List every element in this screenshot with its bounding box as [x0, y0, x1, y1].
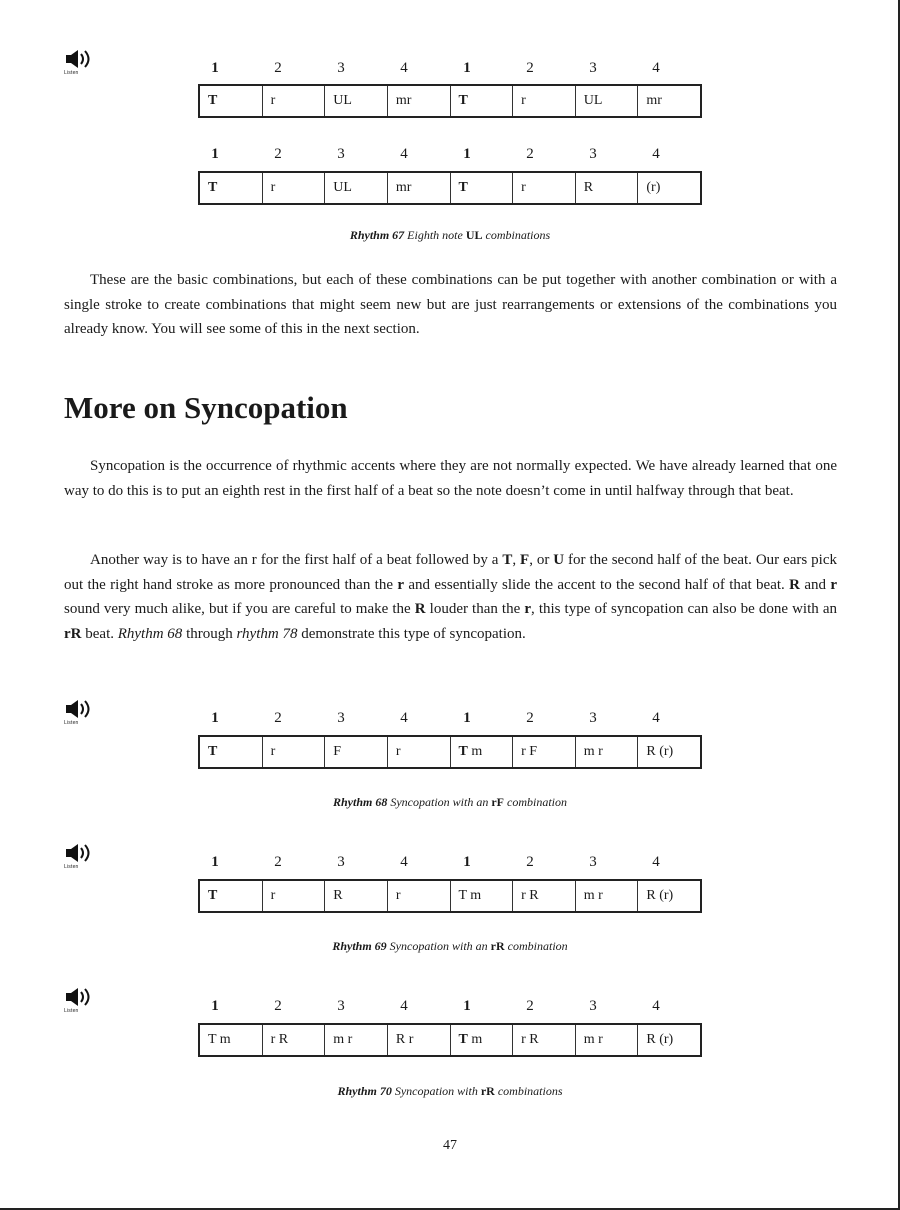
body-paragraph: These are the basic combinations, but each of these combinations can be put together with another combination or with a single stroke to create combinations that might seem new but are just rearrangements or extensions of the combinations you already know. You will see some of this in the next section. — [64, 272, 837, 338]
stroke-cell: UL — [324, 86, 387, 116]
stroke-cell: r — [262, 173, 325, 203]
beat-number: 3 — [337, 146, 345, 162]
stroke-cell: R — [324, 881, 387, 911]
stroke-cell: r — [262, 86, 325, 116]
beat-number: 4 — [652, 710, 660, 726]
beat-number: 4 — [400, 60, 408, 76]
beat-number: 2 — [274, 998, 282, 1014]
beat-numbers — [198, 146, 702, 168]
stroke-cell: r R — [512, 1025, 575, 1055]
beat-number: 1 — [211, 854, 219, 870]
body-paragraph: Another way is to have an r for the first half of a beat followed by a T, F, or U for the second half of the beat. Our ears pick out the right hand stroke as more pronounced than the r and essentially slide the accent to the second half of that beat. R and r sound very much alike, but if you are careful to make the R louder than the r, this type of syncopation can also be done with an rR beat. Rhythm 68 through rhythm 78 demonstrate this type of syncopation. — [64, 552, 837, 642]
stroke-cell: T m — [450, 881, 513, 911]
beat-number: 4 — [400, 854, 408, 870]
beat-numbers — [198, 854, 702, 876]
beat-number: 4 — [652, 854, 660, 870]
stroke-cell: T — [208, 888, 218, 903]
beat-number: 2 — [526, 60, 534, 76]
stroke-cell: mr — [387, 86, 450, 116]
figure-caption: Rhythm 69 Syncopation with an rR combination — [332, 939, 568, 953]
stroke-cell: r — [262, 881, 325, 911]
beat-number: 1 — [211, 710, 219, 726]
beat-number: 2 — [526, 146, 534, 162]
beat-number: 1 — [463, 854, 471, 870]
section-heading: More on Syncopation — [64, 390, 348, 425]
stroke-cell: mr — [637, 86, 700, 116]
beat-number: 1 — [463, 998, 471, 1014]
stroke-cell: r — [262, 737, 325, 767]
stroke-cell: T m — [450, 1025, 513, 1055]
beat-number: 4 — [652, 146, 660, 162]
stroke-cell: T — [208, 93, 218, 108]
beat-number: 4 — [652, 60, 660, 76]
stroke-cell: (r) — [637, 173, 700, 203]
rhythm-grid — [198, 1023, 702, 1057]
beat-number: 2 — [274, 146, 282, 162]
beat-number: 4 — [400, 710, 408, 726]
stroke-cell: T — [208, 180, 218, 195]
figure-caption: Rhythm 68 Syncopation with an rF combination — [332, 795, 567, 809]
stroke-cell: r — [512, 173, 575, 203]
beat-number: 2 — [274, 710, 282, 726]
stroke-cell: T — [450, 173, 513, 203]
stroke-cell: T m — [208, 1032, 231, 1047]
beat-number: 1 — [463, 710, 471, 726]
stroke-cell: m r — [575, 881, 638, 911]
figure-caption: Rhythm 70 Syncopation with rR combinations — [337, 1084, 563, 1098]
beat-numbers — [198, 710, 702, 732]
page-number: 47 — [443, 1138, 457, 1153]
stroke-cell: R (r) — [637, 1025, 700, 1055]
stroke-cell: r R — [512, 881, 575, 911]
beat-number: 3 — [337, 710, 345, 726]
beat-number: 2 — [274, 60, 282, 76]
beat-number: 1 — [211, 998, 219, 1014]
beat-number: 2 — [526, 710, 534, 726]
beat-number: 1 — [211, 146, 219, 162]
stroke-cell: m r — [575, 737, 638, 767]
beat-number: 3 — [589, 710, 597, 726]
rhythm-grid — [198, 84, 702, 118]
stroke-cell: R r — [387, 1025, 450, 1055]
rhythm-grid — [198, 171, 702, 205]
beat-number: 1 — [211, 60, 219, 76]
stroke-cell: r — [512, 86, 575, 116]
stroke-cell: r — [387, 737, 450, 767]
beat-number: 1 — [463, 146, 471, 162]
beat-number: 4 — [652, 998, 660, 1014]
beat-number: 2 — [526, 854, 534, 870]
beat-number: 3 — [589, 146, 597, 162]
stroke-cell: r R — [262, 1025, 325, 1055]
beat-number: 3 — [589, 60, 597, 76]
beat-number: 3 — [589, 854, 597, 870]
stroke-cell: R (r) — [637, 737, 700, 767]
beat-numbers — [198, 60, 702, 82]
stroke-cell: F — [324, 737, 387, 767]
stroke-cell: UL — [324, 173, 387, 203]
stroke-cell: r F — [512, 737, 575, 767]
audio-speaker-icon[interactable] — [64, 48, 98, 76]
beat-number: 3 — [589, 998, 597, 1014]
audio-speaker-icon[interactable]: Listen — [64, 698, 98, 726]
beat-numbers — [198, 998, 702, 1020]
stroke-cell: T m — [450, 737, 513, 767]
beat-number: 3 — [337, 998, 345, 1014]
beat-number: 3 — [337, 854, 345, 870]
stroke-cell: mr — [387, 173, 450, 203]
beat-number: 3 — [337, 60, 345, 76]
stroke-cell: T — [450, 86, 513, 116]
speaker-label: Listen — [64, 70, 79, 76]
stroke-cell: UL — [575, 86, 638, 116]
beat-number: 4 — [400, 146, 408, 162]
stroke-cell: R (r) — [637, 881, 700, 911]
beat-number: 4 — [400, 998, 408, 1014]
beat-number: 1 — [463, 60, 471, 76]
stroke-cell: m r — [575, 1025, 638, 1055]
audio-speaker-icon[interactable]: Listen — [64, 842, 98, 870]
stroke-cell: r — [387, 881, 450, 911]
rhythm-grid — [198, 879, 702, 913]
rhythm-grid — [198, 735, 702, 769]
stroke-cell: m r — [324, 1025, 387, 1055]
beat-number: 2 — [274, 854, 282, 870]
beat-number: 2 — [526, 998, 534, 1014]
figure-caption: Rhythm 67 Eighth note UL combinations — [349, 228, 551, 242]
stroke-cell: T — [208, 744, 218, 759]
audio-speaker-icon[interactable]: Listen — [64, 986, 98, 1014]
stroke-cell: R — [575, 173, 638, 203]
body-paragraph: Syncopation is the occurrence of rhythmic accents where they are not normally expected. We have already learned that one way to do this is to put an eighth rest in the first half of a beat so the note doesn’t come in until halfway through that beat. — [64, 458, 837, 499]
